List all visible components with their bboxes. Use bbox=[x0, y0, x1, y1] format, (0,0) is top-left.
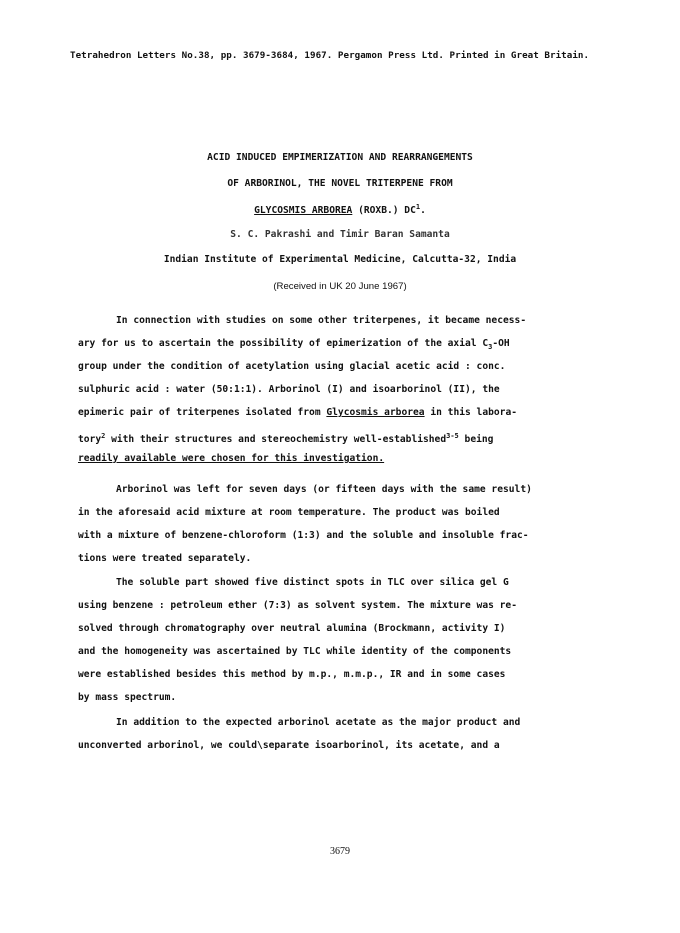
affiliation: Indian Institute of Experimental Medicine, Calcutta-32, India bbox=[163, 254, 517, 265]
body-line: using benzene : petroleum ether (7:3) as solvent system. The mixture was re- bbox=[78, 600, 517, 611]
footnote-marker: 1 bbox=[415, 203, 421, 211]
body-line: Arborinol was left for seven days (or fifteen days with the same result) bbox=[116, 484, 532, 495]
body-line: by mass spectrum. bbox=[78, 692, 177, 703]
body-line: sulphuric acid : water (50:1:1). Arborinol (I) and isoarborinol (II), the bbox=[78, 384, 500, 395]
body-line: in the aforesaid acid mixture at room temperature. The product was boiled bbox=[78, 507, 500, 518]
page-number: 3679 bbox=[330, 846, 350, 857]
body-line: group under the condition of acetylation using glacial acetic acid : conc. bbox=[78, 361, 506, 372]
body-line: readily available were chosen for this investigation. bbox=[78, 453, 385, 464]
species-name: Glycosmis arborea bbox=[326, 407, 425, 418]
body-line: epimeric pair of triterpenes isolated from Glycosmis arborea in this labora- bbox=[78, 407, 517, 418]
body-line: tory$^2$ with their structures and stereochemistry well-established$^{3-5}$ being bbox=[78, 432, 494, 446]
title-line-2: OF ARBORINOL, THE NOVEL TRITERPENE FROM bbox=[227, 178, 453, 189]
received-date: (Received in UK 20 June 1967) bbox=[273, 281, 407, 292]
body-line: with a mixture of benzene-chloroform (1:3) and the soluble and insoluble frac- bbox=[78, 530, 529, 541]
species-name: GLYCOSMIS ARBOREA bbox=[254, 205, 353, 217]
body-line: tions were treated separately. bbox=[78, 553, 252, 564]
title-line-3: GLYCOSMIS ARBOREA (ROXB.) $DC^1$. bbox=[254, 203, 426, 217]
body-line: solved through chromatography over neutral alumina (Brockmann, activity I) bbox=[78, 623, 506, 634]
body-line: In connection with studies on some other triterpenes, it became necess- bbox=[116, 315, 527, 326]
body-line: and the homogeneity was ascertained by TLC while identity of the components bbox=[78, 646, 512, 657]
title-line-1: ACID INDUCED EMPIMERIZATION AND REARRANGEMENTS bbox=[207, 152, 473, 163]
journal-header: Tetrahedron Letters No.38, pp. 3679-3684, 1967. Pergamon Press Ltd. Printed in Great Britain. bbox=[70, 50, 590, 61]
authors: S. C. Pakrashi and Timir Baran Samanta bbox=[230, 229, 450, 240]
body-line: were established besides this method by m.p., m.m.p., IR and in some cases bbox=[78, 669, 506, 680]
body-line: The soluble part showed five distinct spots in TLC over silica gel G bbox=[116, 577, 509, 588]
body-line: In addition to the expected arborinol acetate as the major product and bbox=[116, 717, 521, 728]
body-line: ary for us to ascertain the possibility of epimerization of the axial $C_3-OH$ bbox=[78, 338, 510, 351]
body-line: unconverted arborinol, we could\separate isoarborinol, its acetate, and a bbox=[78, 740, 500, 751]
